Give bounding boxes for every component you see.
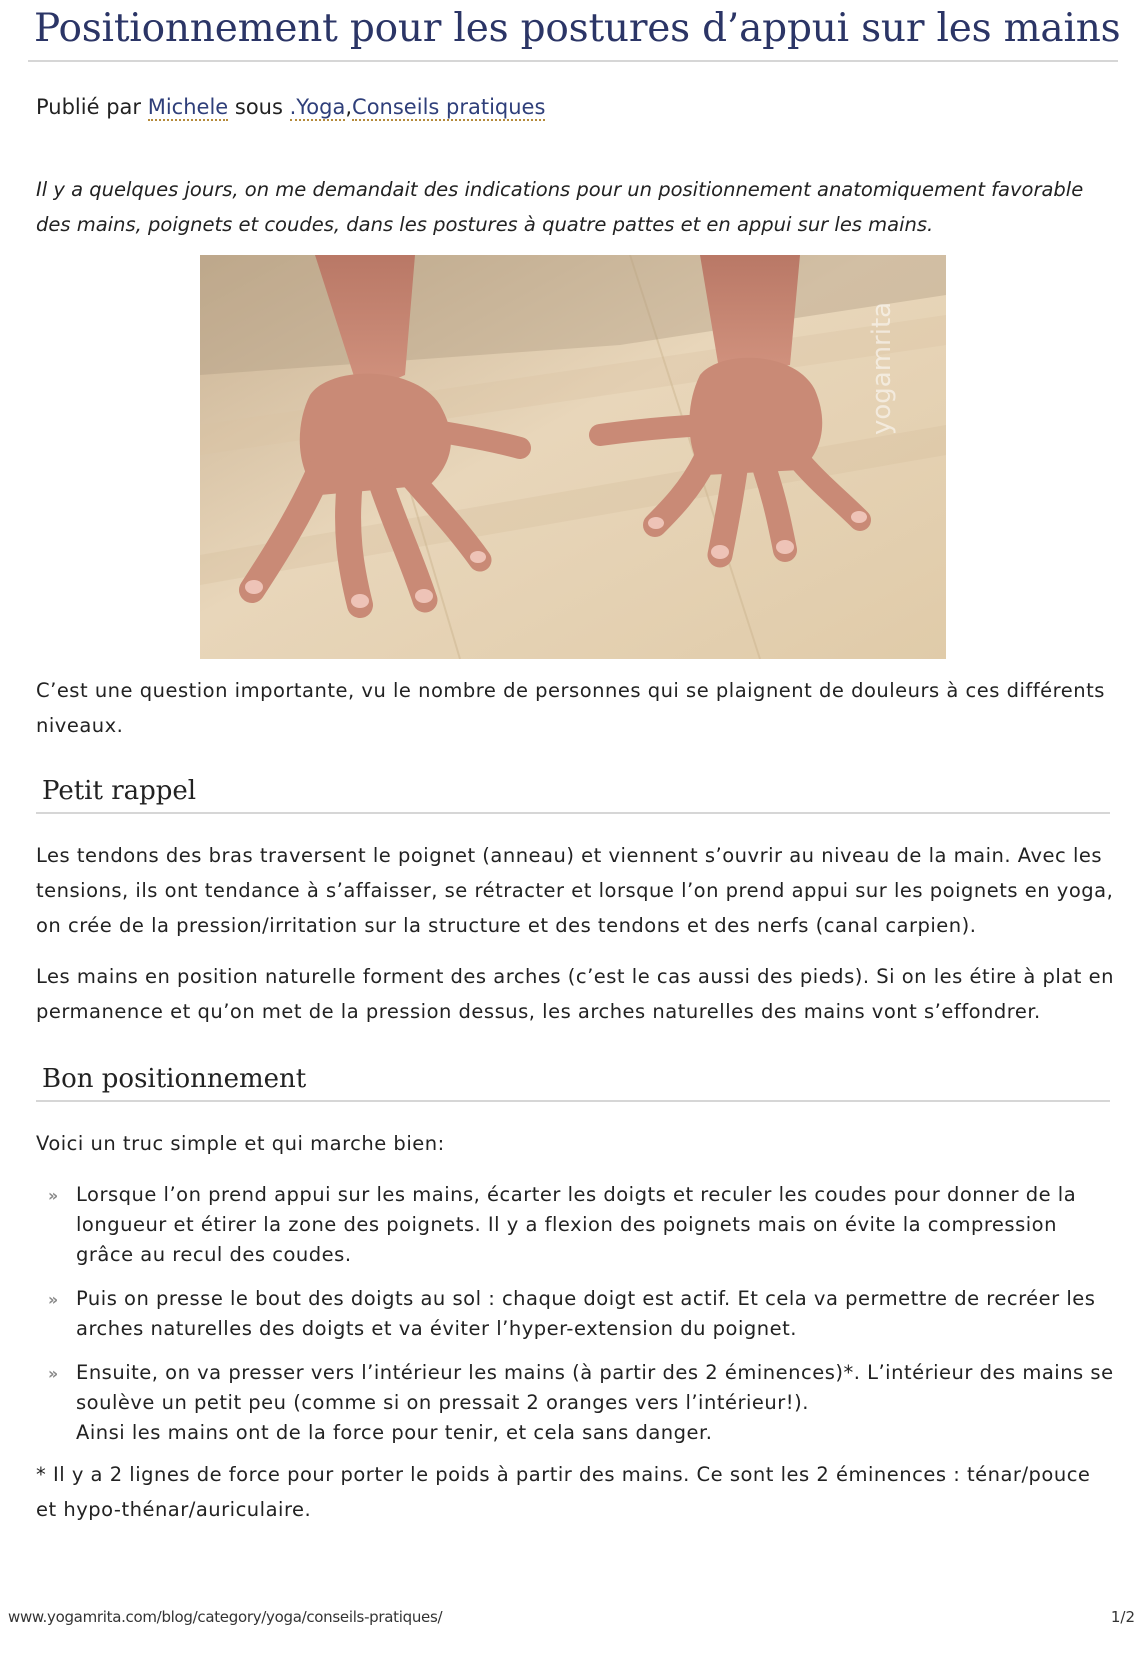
bullet-chevron-icon: ›› [48,1364,56,1383]
footnote: * Il y a 2 lignes de force pour porter le poids à partir des mains. Ce sont les 2 éminences : ténar/pouce et hypo-thénar/auriculaire. [36,1463,1091,1521]
byline [36,92,545,122]
category-link-yoga[interactable]: .Yoga [289,95,346,119]
hands-photo [200,255,946,659]
bullet-chevron-icon: ›› [48,1186,56,1205]
byline-separator: , [345,95,353,119]
list-item-subtext: Ainsi les mains ont de la force pour tenir, et cela sans danger. [76,1421,713,1444]
left-nail [470,551,486,563]
paragraph-question: C’est une question importante, vu le nombre de personnes qui se plaignent de douleurs à ces différents niveaux. [36,679,1105,737]
category-link-conseils-pratiques[interactable]: Conseils pratiques [352,95,546,119]
article-title: Positionnement pour les postures d’appui sur les mains [34,6,1121,51]
left-nail [415,589,433,603]
left-nail [245,580,263,594]
heading-petit-rappel: Petit rappel [42,776,197,806]
footer-url: www.yogamrita.com/blog/category/yoga/conseils-pratiques/ [8,1608,443,1626]
title-divider [28,60,1118,62]
byline-middle: sous [228,95,290,119]
left-finger [348,480,360,605]
hands-illustration [200,255,946,659]
byline-prefix: Publié par [36,95,148,119]
right-nail [711,545,729,559]
bullet-chevron-icon: ›› [48,1290,56,1309]
footer-page-number: 1/2 [1110,1608,1135,1626]
right-nail [851,511,867,523]
watermark-text: yogamrita [867,301,897,435]
tips-list [36,1180,1116,1462]
list-item-text: Puis on presse le bout des doigts au sol : chaque doigt est actif. Et cela va permettre de recréer les arches naturelles des doigts et va éviter l’hyper-extension du poignet. [76,1287,1096,1340]
heading-divider [36,1100,1110,1102]
author-link[interactable]: Michele [147,95,229,119]
left-nail [351,594,369,608]
heading-divider [36,812,1110,814]
list-item [36,1358,1116,1448]
paragraph-tendons: Les tendons des bras traversent le poignet (anneau) et viennent s’ouvrir au niveau de la main. Avec les tensions, ils ont tendance à s’affaisser, se rétracter et lorsque l’on prend appui sur les poignets en yoga, on crée de la pression/irritation sur la structure et des tendons et des nerfs (canal carpien). [36,844,1114,937]
right-nail [776,540,794,554]
right-finger [720,470,735,555]
list-item [36,1180,1116,1270]
right-nail [648,517,664,529]
list-item-text: Lorsque l’on prend appui sur les mains, écarter les doigts et reculer les coudes pour donner de la longueur et étirer la zone des poignets. Il y a flexion des poignets mais on évite la compression grâce au recul des coudes. [76,1183,1077,1266]
list-item-text: Ensuite, on va presser vers l’intérieur les mains (à partir des 2 éminences)*. L’intérieur des mains se soulève un petit peu (comme si on pressait 2 oranges vers l’intérieur!). [76,1361,1114,1414]
paragraph-arches: Les mains en position naturelle forment des arches (c’est le cas aussi des pieds). Si on les étire à plat en permanence et qu’on met de la pression dessus, les arches naturelles des mains vont s’effondrer. [36,965,1114,1023]
intro-paragraph: Il y a quelques jours, on me demandait des indications pour un positionnement anatomiquement favorable des mains, poignets et coudes, dans les postures à quatre pattes et en appui sur les mains. [36,178,1084,236]
list-item [36,1284,1116,1344]
right-thumb [600,425,705,435]
heading-bon-positionnement: Bon positionnement [42,1064,307,1094]
paragraph-lead: Voici un truc simple et qui marche bien: [36,1132,445,1155]
